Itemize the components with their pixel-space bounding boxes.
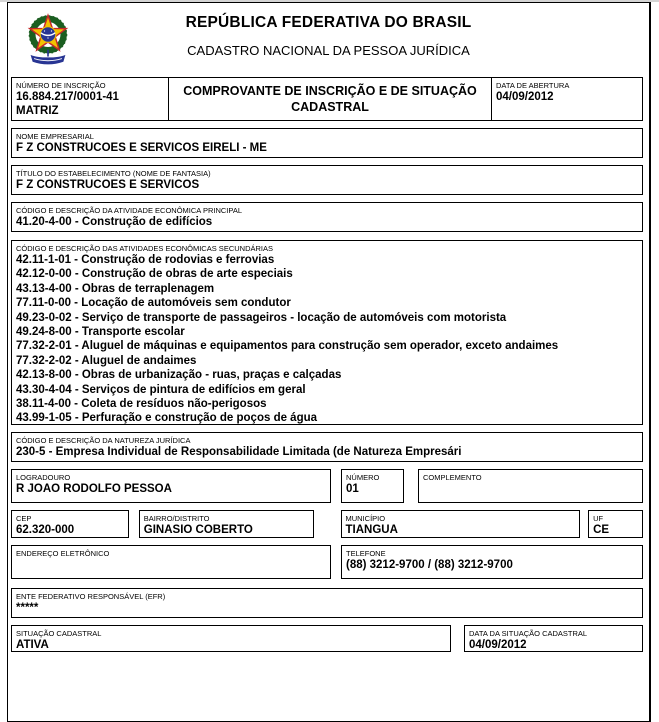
field-label: MUNICÍPIO [345, 514, 386, 523]
field-district [139, 510, 314, 538]
field-street [11, 469, 331, 503]
address-row-1 [11, 469, 643, 503]
field-label: CÓDIGO E DESCRIÇÃO DAS ATIVIDADES ECONÔMICAS SECUNDÁRIAS [16, 244, 273, 253]
field-label: CÓDIGO E DESCRIÇÃO DA NATUREZA JURÍDICA [16, 436, 191, 445]
status-value: ATIVA [16, 639, 49, 651]
activity-line: 77.32-2-01 - Aluguel de máquinas e equipamentos para construção sem operador, exceto andaimes [16, 340, 559, 353]
activity-line: 77.32-2-02 - Aluguel de andaimes [16, 354, 197, 367]
field-value [12, 558, 330, 559]
field-trade-name [11, 165, 643, 195]
page-subtitle: CADASTRO NACIONAL DA PESSOA JURÍDICA [187, 43, 470, 58]
document-body [8, 77, 649, 652]
field-value: 230-5 - Empresa Individual de Responsabilidade Limitada (de Natureza Empresári [16, 446, 462, 458]
field-value: F Z CONSTRUCOES E SERVICOS [16, 179, 200, 191]
field-complement [418, 469, 643, 503]
status-row [11, 625, 643, 652]
field-phone [341, 545, 643, 579]
activity-line: 42.13-8-00 - Obras de urbanização - ruas, praças e calçadas [16, 369, 342, 382]
field-value: R JOAO RODOLFO PESSOA [16, 483, 172, 495]
field-secondary-activities [11, 240, 643, 425]
inscription-number-box [12, 78, 168, 120]
cnpj-certificate-page [7, 2, 651, 722]
activity-line: 77.11-0-00 - Locação de automóveis sem condutor [16, 297, 291, 310]
field-label: UF [593, 514, 604, 523]
activity-line: 49.24-8-00 - Transporte escolar [16, 326, 185, 339]
page-title: REPÚBLICA FEDERATIVA DO BRASIL [185, 14, 472, 31]
field-status-date [464, 625, 643, 652]
activity-line: 43.13-4-00 - Obras de terraplenagem [16, 282, 215, 295]
opening-date-box [492, 78, 642, 120]
field-value: 01 [346, 483, 359, 495]
field-legal-nature [11, 432, 643, 462]
field-value: CE [593, 524, 610, 536]
activity-line: 49.23-0-02 - Serviço de transporte de passageiros - locação de automóveis com motorista [16, 311, 507, 324]
field-label: CEP [16, 514, 32, 523]
opening-date-value: 04/09/2012 [496, 91, 554, 103]
field-value: (88) 3212-9700 / (88) 3212-9700 [346, 559, 513, 571]
activity-line: 42.12-0-00 - Construção de obras de arte especiais [16, 268, 293, 281]
field-label: BAIRRO/DISTRITO [143, 514, 210, 523]
field-label: SITUAÇÃO CADASTRAL [16, 629, 102, 638]
brazil-coat-of-arms-icon [19, 8, 77, 68]
field-number [341, 469, 404, 503]
field-value: 62.320-000 [16, 524, 75, 536]
field-label: NÚMERO [346, 473, 380, 482]
field-value: 41.20-4-00 - Construção de edifícios [16, 216, 213, 228]
certificate-title: COMPROVANTE DE INSCRIÇÃO E DE SITUAÇÃO CADASTRAL [183, 84, 477, 114]
activity-line: 43.30-4-04 - Serviços de pintura de edifícios em geral [16, 383, 306, 396]
secondary-activities-list [12, 253, 642, 426]
field-value: TIANGUA [345, 524, 398, 536]
activity-line: 38.11-4-00 - Coleta de resíduos não-perigosos [16, 398, 267, 411]
field-value: GINASIO COBERTO [143, 524, 253, 536]
field-label: NOME EMPRESARIAL [16, 132, 94, 141]
field-city [341, 510, 581, 538]
field-status [11, 625, 451, 652]
field-email [11, 545, 331, 579]
address-row-2 [11, 510, 643, 538]
field-efr [11, 588, 643, 618]
branch-type-value: MATRIZ [16, 105, 59, 117]
header-titles [8, 3, 649, 58]
field-label: LOGRADOURO [16, 473, 71, 482]
field-label: CÓDIGO E DESCRIÇÃO DA ATIVIDADE ECONÔMICA PRINCIPAL [16, 206, 243, 215]
inscription-row [11, 77, 643, 121]
activity-line: 43.99-1-05 - Perfuração e construção de poços de água [16, 412, 318, 425]
field-company-name [11, 128, 643, 158]
activity-line: 42.11-1-01 - Construção de rodovias e ferrovias [16, 254, 275, 266]
field-cep [11, 510, 129, 538]
field-label: ENTE FEDERATIVO RESPONSÁVEL (EFR) [16, 592, 166, 601]
field-label: TÍTULO DO ESTABELECIMENTO (NOME DE FANTASIA) [16, 169, 211, 178]
certificate-title-box [168, 78, 492, 120]
inscription-number-label: NÚMERO DE INSCRIÇÃO [16, 81, 106, 90]
document-header [8, 3, 649, 77]
field-label: DATA DA SITUAÇÃO CADASTRAL [469, 629, 588, 638]
inscription-number-value: 16.884.217/0001-41 [16, 91, 119, 103]
field-value: 04/09/2012 [469, 639, 527, 651]
contact-row [11, 545, 643, 579]
field-label: COMPLEMENTO [423, 473, 482, 482]
field-label: TELEFONE [346, 549, 386, 558]
field-value: F Z CONSTRUCOES E SERVICOS EIRELI - ME [16, 142, 267, 154]
field-primary-activity [11, 202, 643, 232]
field-state [588, 510, 643, 538]
field-label: ENDEREÇO ELETRÔNICO [16, 549, 110, 558]
field-value [419, 482, 642, 483]
opening-date-label: DATA DE ABERTURA [496, 81, 570, 90]
field-value: ***** [16, 602, 39, 614]
